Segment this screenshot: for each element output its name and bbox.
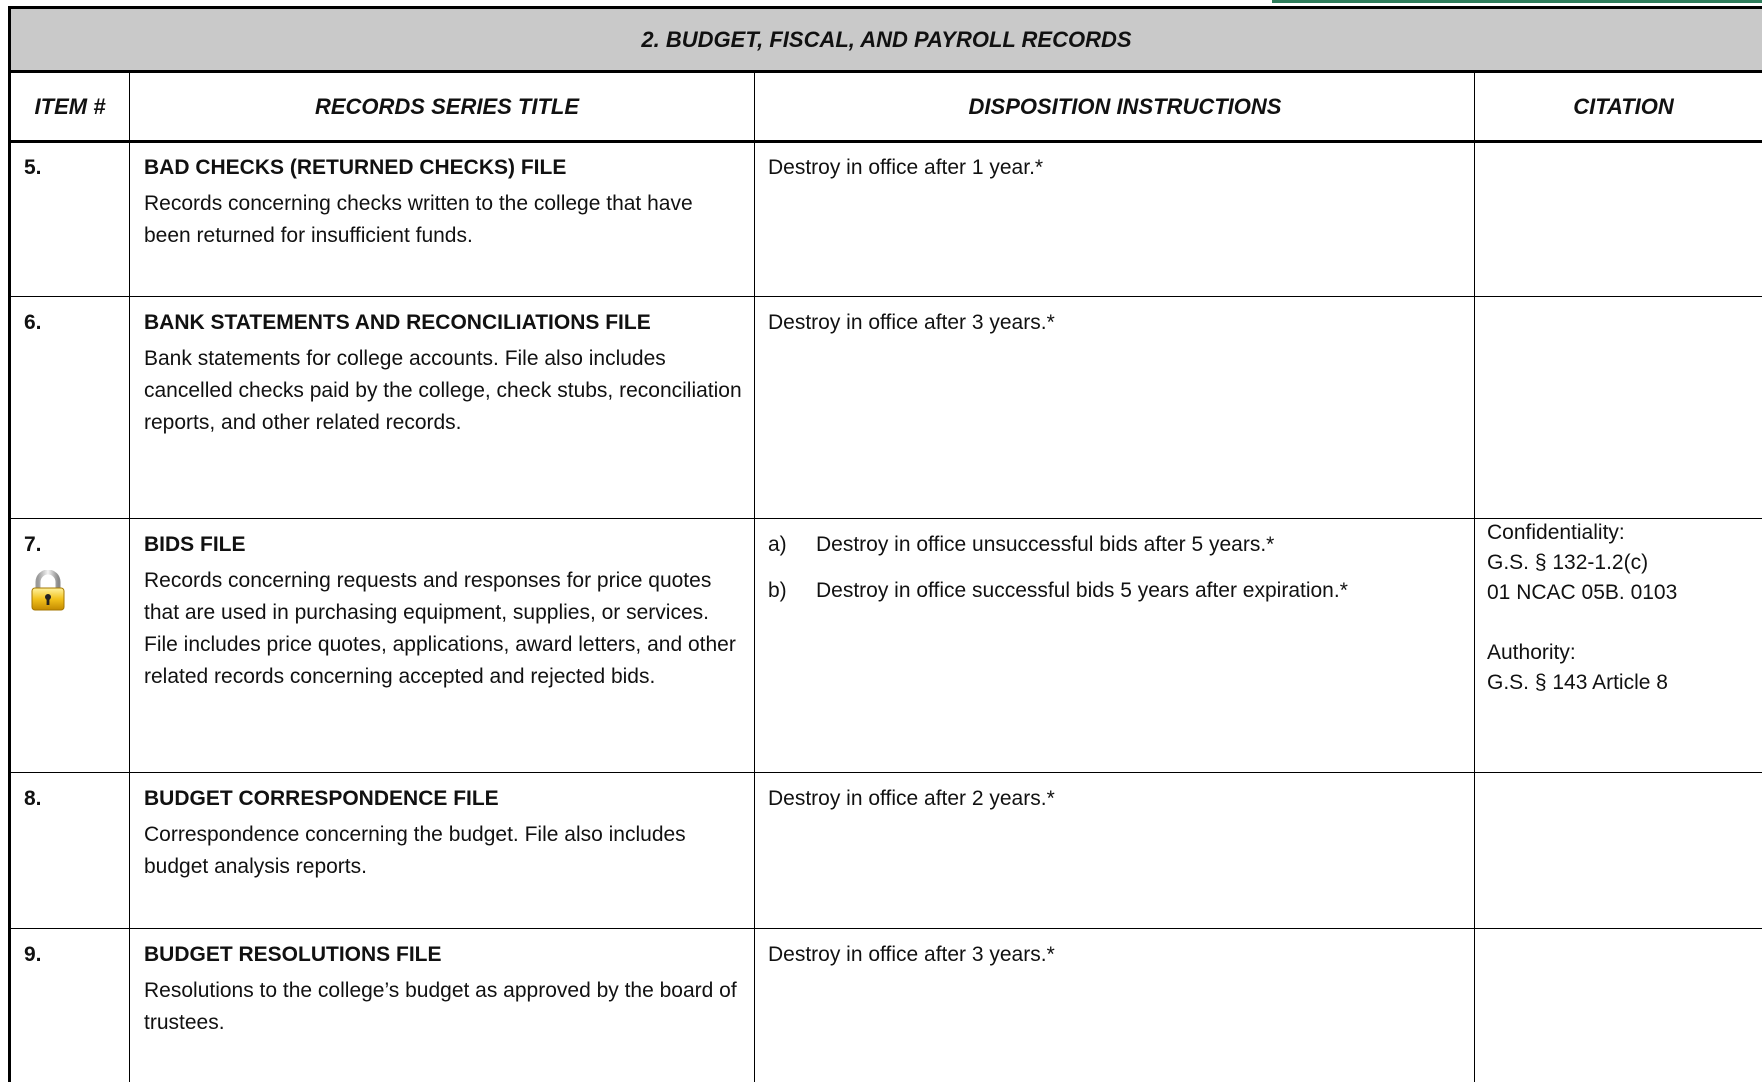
row-divider [11,772,1762,773]
series-title: BAD CHECKS (RETURNED CHECKS) FILE [144,156,567,179]
disposition-item-text: Destroy in office unsuccessful bids after 5 years.* [816,533,1275,556]
records-series [144,783,744,883]
citation-spacer [1487,608,1757,638]
column-header-disposition: DISPOSITION INSTRUCTIONS [968,93,1282,119]
disposition-instructions: Destroy in office after 3 years.* [768,943,1055,966]
disposition-item [768,529,1468,561]
series-description: Resolutions to the college’s budget as approved by the board of trustees. [144,979,737,1034]
column-divider [1474,73,1475,1082]
series-description: Records concerning requests and responses for price quotes that are used in purchasing equipment, supplies, or services. File includes price quotes, applications, award letters, and other related records concerning accepted and rejected bids. [144,569,736,688]
records-series [144,307,744,439]
section-title: 2. BUDGET, FISCAL, AND PAYROLL RECORDS [11,9,1762,73]
citation [1487,518,1757,698]
item-number: 8. [24,787,42,810]
column-header-item: ITEM # [34,93,106,119]
series-title: BANK STATEMENTS AND RECONCILIATIONS FILE [144,311,651,334]
series-description: Records concerning checks written to the college that have been returned for insufficient funds. [144,192,693,247]
confidentiality-label: Confidentiality: [1487,521,1625,544]
column-header-citation: CITATION [1573,93,1674,119]
row-divider [11,928,1762,929]
records-series [144,939,744,1039]
column-divider [754,73,755,1082]
row-divider [11,296,1762,297]
series-description: Correspondence concerning the budget. File also includes budget analysis reports. [144,823,686,878]
item-number: 9. [24,943,42,966]
disposition-instructions: Destroy in office after 2 years.* [768,787,1055,810]
disposition-item-text: Destroy in office successful bids 5 years after expiration.* [816,579,1348,602]
column-divider [129,73,130,1082]
records-series [144,152,744,252]
item-number: 5. [24,156,42,179]
authority-label: Authority: [1487,641,1576,664]
disposition-instructions: Destroy in office after 3 years.* [768,311,1055,334]
series-description: Bank statements for college accounts. File also includes cancelled checks paid by the college, check stubs, reconciliation reports, and other related records. [144,347,742,434]
confidentiality-citation: G.S. § 132-1.2(c) [1487,551,1649,574]
item-number: 7. [24,533,42,556]
disposition-instructions: Destroy in office after 1 year.* [768,156,1044,179]
lock-icon [28,570,68,612]
column-header-row [11,73,1762,143]
disposition-item-letter: b) [768,579,787,602]
series-title: BUDGET RESOLUTIONS FILE [144,943,442,966]
disposition-item [768,575,1468,607]
records-series [144,529,744,693]
series-title: BUDGET CORRESPONDENCE FILE [144,787,499,810]
series-title: BIDS FILE [144,533,246,556]
top-accent-bar [1272,0,1762,3]
disposition-item-letter: a) [768,533,787,556]
disposition-instructions [768,529,1468,621]
item-number: 6. [24,311,42,334]
authority-citation: G.S. § 143 Article 8 [1487,671,1668,694]
confidentiality-citation: 01 NCAC 05B. 0103 [1487,581,1678,604]
column-header-title: RECORDS SERIES TITLE [314,93,580,119]
